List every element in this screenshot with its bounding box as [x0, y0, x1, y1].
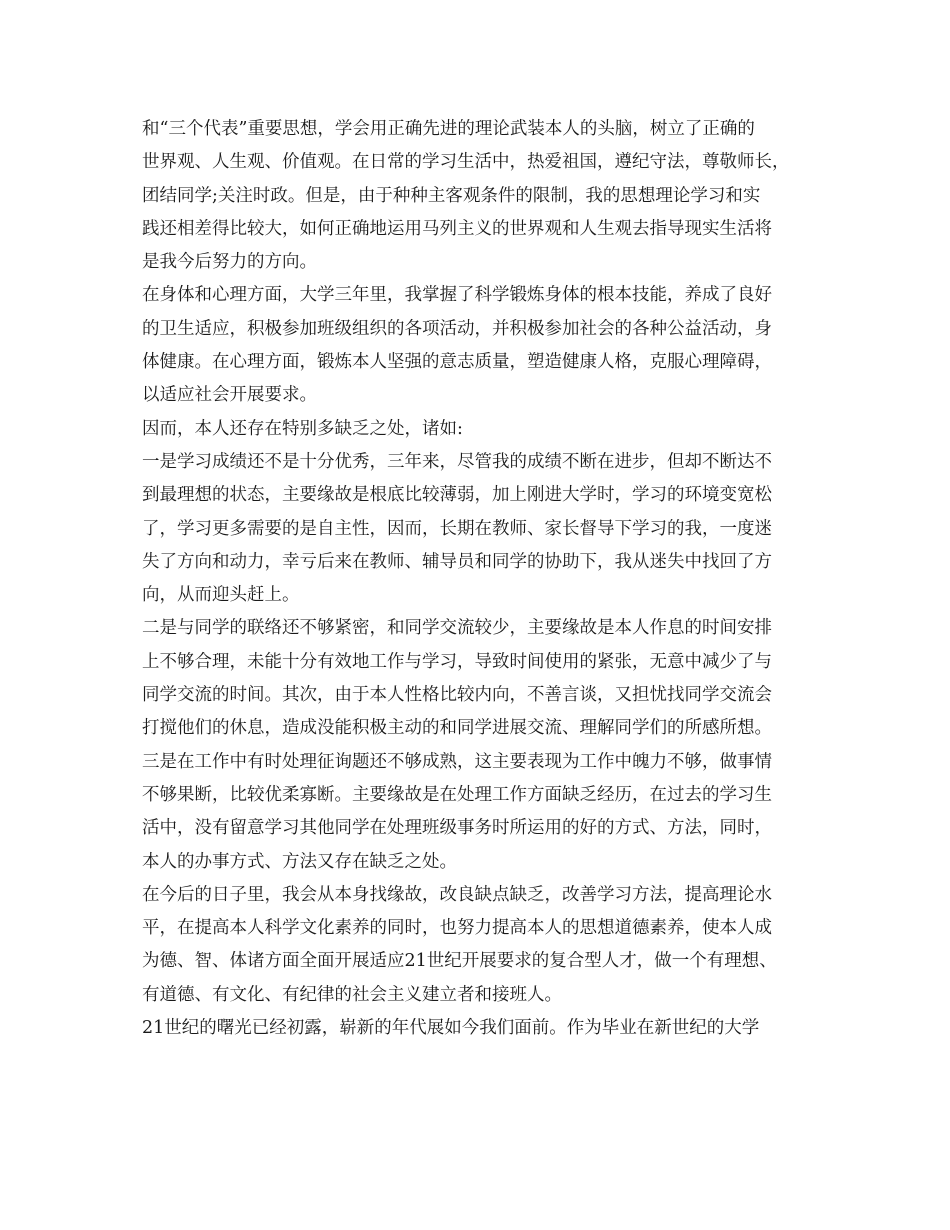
text-line: 失了方向和动力，幸亏后来在教师、辅导员和同学的协助下，我从迷失中找回了方: [142, 551, 772, 572]
text-line: 世界观、人生观、价值观。在日常的学习生活中，热爱祖国，遵纪守法，尊敬师长，: [142, 152, 790, 173]
text-line: 为德、智、体诸方面全面开展适应21世纪开展要求的复合型人才，做一个有理想、: [142, 951, 777, 972]
text-line: 平，在提高本人科学文化素养的同时，也努力提高本人的思想道德素养，使本人成: [142, 918, 772, 939]
text-line: 本人的办事方式、方法又存在缺乏之处。: [142, 851, 457, 872]
text-line: 以适应社会开展要求。: [142, 385, 317, 406]
text-line: 同学交流的时间。其次，由于本人性格比较内向，不善言谈，又担忧找同学交流会: [142, 685, 772, 706]
text-line: 的卫生适应，积极参加班级组织的各项活动，并积极参加社会的各种公益活动，身: [142, 318, 772, 339]
text-line: 践还相差得比较大，如何正确地运用马列主义的世界观和人生观去指导现实生活将: [142, 218, 772, 239]
document-body: [142, 113, 842, 1045]
text-line: 体健康。在心理方面，锻炼本人坚强的意志质量，塑造健康人格，克服心理障碍，: [142, 352, 772, 373]
text-line: 三是在工作中有时处理征询题还不够成熟，这主要表现为工作中魄力不够，做事情: [142, 751, 772, 772]
text-line: 上不够合理，未能十分有效地工作与学习，导致时间使用的紧张，无意中减少了与: [142, 651, 772, 672]
text-line: 不够果断，比较优柔寡断。主要缘故是在处理工作方面缺乏经历，在过去的学习生: [142, 784, 772, 805]
text-line: 在今后的日子里，我会从本身找缘故，改良缺点缺乏，改善学习方法，提高理论水: [142, 884, 772, 905]
text-line: 一是学习成绩还不是十分优秀，三年来，尽管我的成绩不断在进步，但却不断达不: [142, 451, 772, 472]
text-line: 因而，本人还存在特别多缺乏之处，诸如:: [142, 418, 463, 439]
text-line: 打搅他们的休息，造成没能积极主动的和同学进展交流、理解同学们的所感所想。: [142, 718, 772, 739]
text-line: 21世纪的曙光已经初露，崭新的年代展如今我们面前。作为毕业在新世纪的大学: [142, 1018, 760, 1039]
text-line: 是我今后努力的方向。: [142, 252, 317, 273]
text-line: 到最理想的状态，主要缘故是根底比较薄弱，加上刚进大学时，学习的环境变宽松: [142, 485, 772, 506]
text-line: 在身体和心理方面，大学三年里，我掌握了科学锻炼身体的根本技能，养成了良好: [142, 285, 772, 306]
text-line: 二是与同学的联络还不够紧密，和同学交流较少，主要缘故是本人作息的时间安排: [142, 618, 772, 639]
text-line: 向，从而迎头赶上。: [142, 585, 300, 606]
text-line: 有道德、有文化、有纪律的社会主义建立者和接班人。: [142, 984, 562, 1005]
text-line: 了，学习更多需要的是自主性，因而，长期在教师、家长督导下学习的我，一度迷: [142, 518, 772, 539]
text-line: 团结同学;关注时政。但是，由于种种主客观条件的限制，我的思想理论学习和实: [142, 185, 761, 206]
text-line: 活中，没有留意学习其他同学在处理班级事务时所运用的好的方式、方法，同时，: [142, 818, 772, 839]
text-line: 和“三个代表”重要思想，学会用正确先进的理论武装本人的头脑，树立了正确的: [142, 119, 755, 139]
